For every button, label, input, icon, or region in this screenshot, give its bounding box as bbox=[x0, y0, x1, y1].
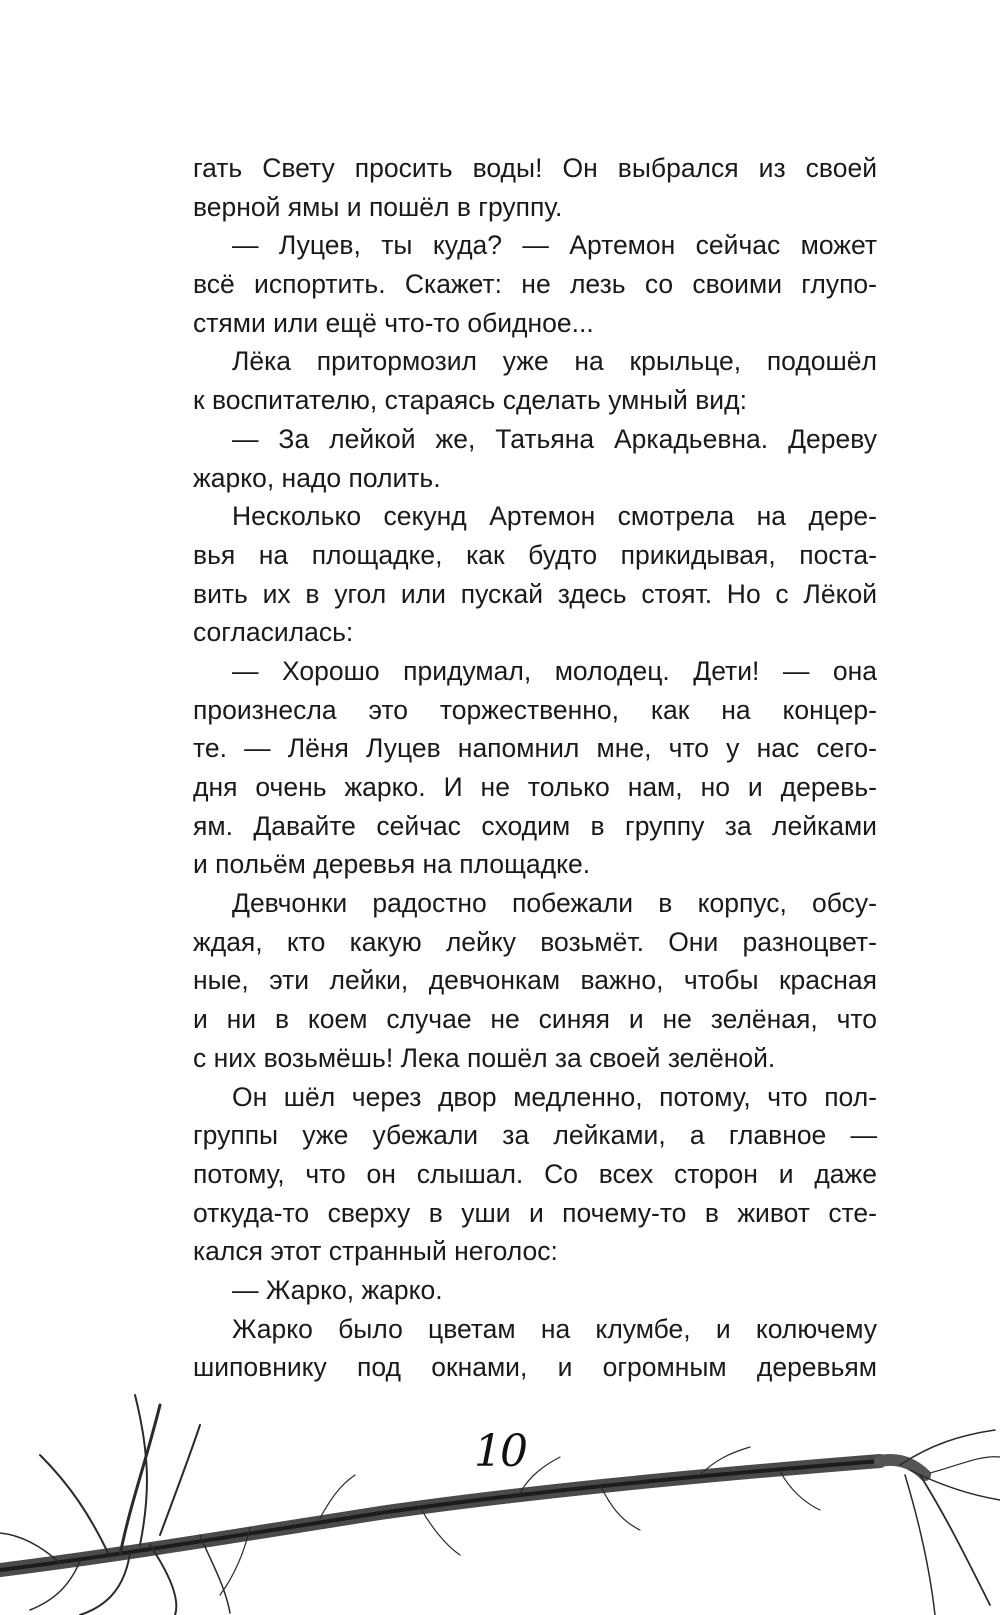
branch-illustration bbox=[0, 1385, 1000, 1615]
page-body-text bbox=[193, 149, 877, 1387]
text-line: и польём деревья на площадке. bbox=[193, 849, 591, 880]
page-number: 10 bbox=[474, 1426, 526, 1477]
text-line: всё испортить. Скажет: не лезь со своими глупо- bbox=[193, 269, 877, 300]
text-line: ные, эти лейки, девчонкам важно, чтобы красная bbox=[193, 965, 877, 996]
text-line: — Жарко, жарко. bbox=[232, 1274, 443, 1305]
text-line: Несколько секунд Артемон смотрела на дере- bbox=[232, 501, 877, 532]
text-line: произнесла это торжественно, как на концер- bbox=[193, 694, 877, 725]
text-line: — За лейкой же, Татьяна Аркадьевна. Дереву bbox=[232, 423, 877, 454]
text-line: и ни в коем случае не синяя и не зелёная, что bbox=[193, 1004, 877, 1035]
text-line: к воспитателю, стараясь сделать умный вид: bbox=[193, 385, 747, 416]
text-line: с них возьмёшь! Лека пошёл за своей зелёной. bbox=[193, 1042, 776, 1073]
text-line: дня очень жарко. И не только нам, но и деревь- bbox=[193, 772, 877, 802]
text-line: вья на площадке, как будто прикидывая, поста- bbox=[193, 539, 877, 570]
text-line: потому, что он слышал. Со всех сторон и даже bbox=[193, 1158, 877, 1189]
text-line: вить их в угол или пускай здесь стоят. Но с Лёкой bbox=[193, 578, 877, 609]
text-line: откуда-то сверху в уши и почему-то в живот сте- bbox=[193, 1197, 877, 1228]
text-line: шиповнику под окнами, и огромным деревьям bbox=[193, 1352, 877, 1383]
text-line: Он шёл через двор медленно, потому, что пол- bbox=[232, 1081, 877, 1112]
text-line: Жарко было цветам на клумбе, и колючему bbox=[232, 1313, 877, 1344]
text-line: согласилась: bbox=[193, 617, 354, 648]
text-line: гать Свету просить воды! Он выбрался из своей bbox=[193, 153, 877, 183]
text-line: группы уже убежали за лейками, а главное — bbox=[193, 1120, 877, 1151]
text-line: ям. Давайте сейчас сходим в группу за лейками bbox=[193, 810, 877, 841]
text-line: те. — Лёня Луцев напомнил мне, что у нас сего- bbox=[193, 733, 877, 764]
text-line: — Хорошо придумал, молодец. Дети! — она bbox=[232, 655, 877, 686]
text-line: верной ямы и пошёл в группу. bbox=[193, 191, 563, 222]
text-line: Девчонки радостно побежали в корпус, обсу- bbox=[232, 888, 877, 919]
text-line: Лёка притормозил уже на крыльце, подошёл bbox=[232, 346, 877, 377]
text-line: кался этот странный неголос: bbox=[193, 1236, 558, 1267]
text-line: ждая, кто какую лейку возьмёт. Они разноцвет- bbox=[193, 926, 877, 957]
text-line: жарко, надо полить. bbox=[193, 462, 441, 493]
text-line: — Луцев, ты куда? — Артемон сейчас может bbox=[232, 230, 877, 261]
text-line: стями или ещё что-то обидное... bbox=[193, 307, 594, 338]
